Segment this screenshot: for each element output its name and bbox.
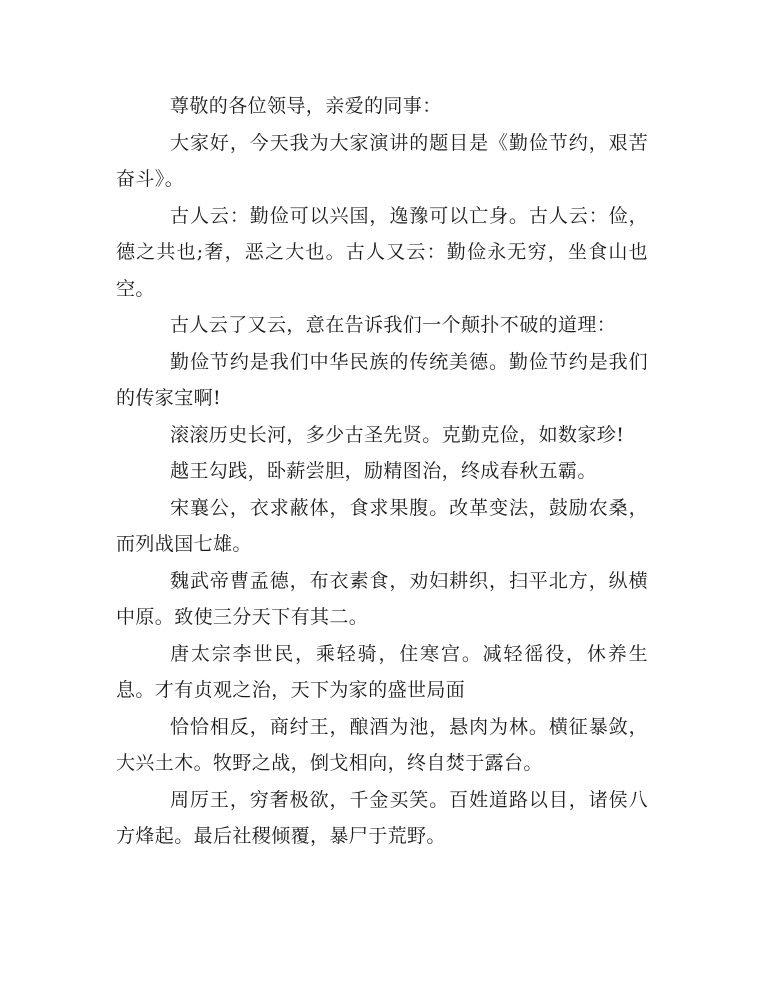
paragraph: 勤俭节约是我们中华民族的传统美德。勤俭节约是我们的传家宝啊! — [116, 350, 648, 409]
paragraph: 宋襄公，衣求蔽体，食求果腹。改革变法，鼓励农桑，而列战国七雄。 — [116, 496, 648, 555]
paragraph: 大家好，今天我为大家演讲的题目是《勤俭节约，艰苦奋斗》。 — [116, 131, 648, 190]
paragraph: 周厉王，穷奢极欲，千金买笑。百姓道路以目，诸侯八方烽起。最后社稷倾覆，暴尸于荒野。 — [116, 788, 648, 847]
paragraph: 唐太宗李世民，乘轻骑，住寒宫。减轻徭役，休养生息。才有贞观之治，天下为家的盛世局面 — [116, 642, 648, 701]
paragraph: 古人云了又云，意在告诉我们一个颠扑不破的道理： — [170, 314, 617, 336]
paragraph: 魏武帝曹孟德，布衣素食，劝妇耕织，扫平北方，纵横中原。致使三分天下有其二。 — [116, 569, 648, 628]
salutation: 尊敬的各位领导，亲爱的同事： — [170, 95, 442, 117]
paragraph: 恰恰相反，商纣王，酿酒为池，悬肉为林。横征暴敛，大兴土木。牧野之战，倒戈相向，终自焚于露台。 — [116, 715, 648, 774]
speech-body — [116, 88, 648, 855]
paragraph: 古人云：勤俭可以兴国，逸豫可以亡身。古人云：俭，德之共也;奢，恶之大也。古人又云：勤俭永无穷，坐食山也空。 — [116, 204, 648, 300]
paragraph: 滚滚历史长河，多少古圣先贤。克勤克俭，如数家珍! — [170, 423, 625, 446]
paragraph: 越王勾践，卧薪尝胆，励精图治，终成春秋五霸。 — [170, 460, 597, 482]
